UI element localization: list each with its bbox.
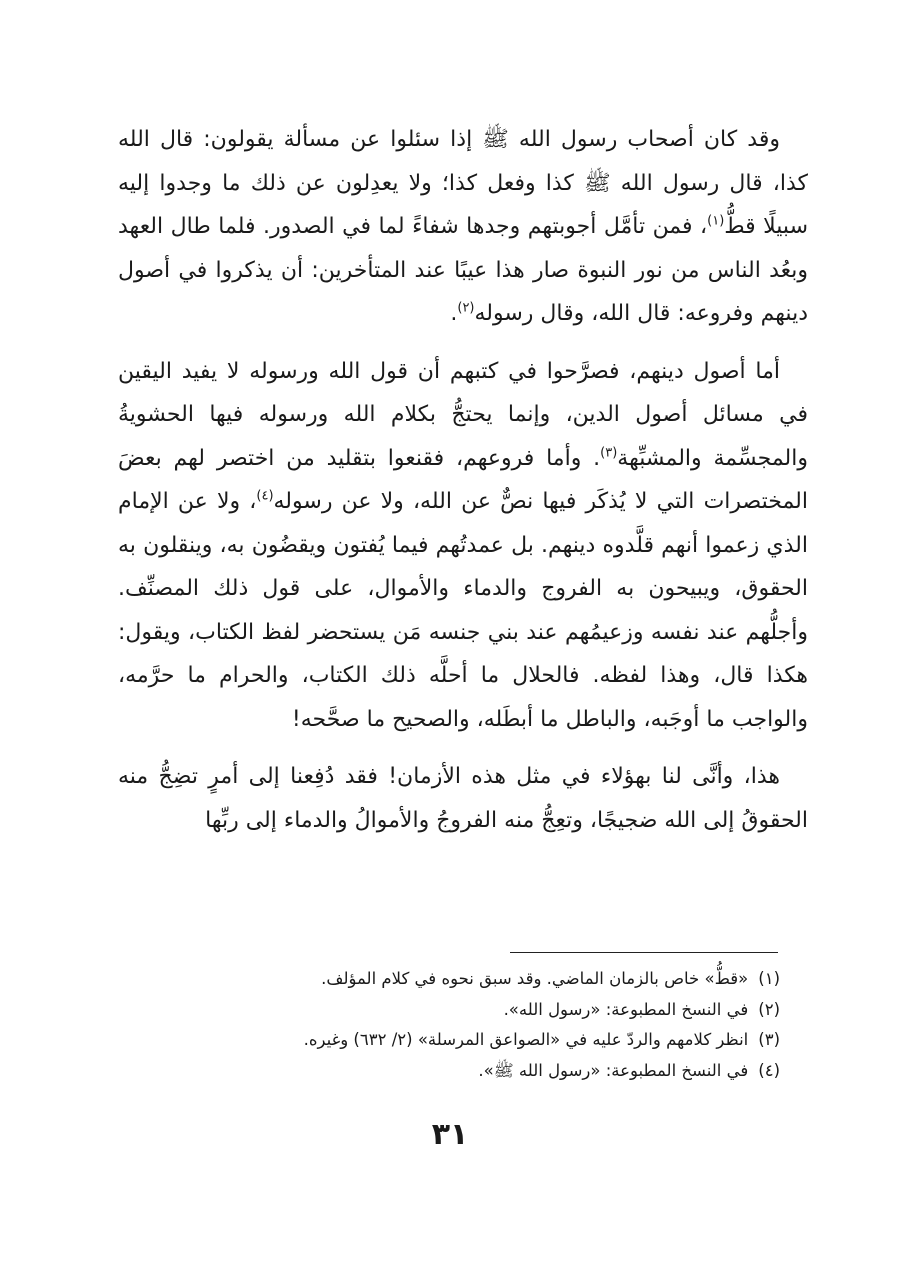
- footnote-3: [200, 1025, 780, 1056]
- footnote-divider: [510, 952, 778, 953]
- paragraph-1-part-1: وقد كان أصحاب رسول الله ﷺ إذا سئلوا عن مسألة يقولون: قال الله كذا، قال رسول الله ﷺ كذا وفعل كذا؛ ولا يعدِلون عن ذلك ما وجدوا إليه سبيلًا قطُّ: [118, 127, 808, 239]
- page-number: ٣١: [431, 1117, 469, 1152]
- paragraph-3: [118, 755, 808, 842]
- footnote-3-number: (٣): [758, 1030, 780, 1049]
- footnote-ref-2: (٢): [457, 300, 475, 316]
- footnote-2: [200, 995, 780, 1026]
- paragraph-3-text: هذا، وأنَّى لنا بهؤلاء في مثل هذه الأزمان! فقد دُفِعنا إلى أمرٍ تضِجُّ منه الحقوقُ إلى الله ضجيجًا، وتعِجُّ منه الفروجُ والأموالُ والدماء إلى ربِّها: [118, 764, 808, 833]
- footnote-ref-4: (٤): [256, 488, 274, 504]
- footnote-3-text: انظر كلامهم والردّ عليه في «الصواعق المرسلة» (٢/ ٦٣٢) وغيره.: [303, 1030, 749, 1049]
- footnote-2-number: (٢): [758, 999, 780, 1019]
- footnote-1: [200, 964, 780, 995]
- paragraph-2-part-1: أما أصول دينهم، فصرَّحوا في كتبهم أن قول الله ورسوله لا يفيد اليقين في مسائل أصول الدين، وإنما يحتجُّ بكلام الله ورسوله فيها الحشويةُ والمجسِّمة والمشبِّهة: [118, 358, 808, 471]
- paragraph-2-part-3: ، ولا عن الإمام الذي زعموا أنهم قلَّدوه دينهم. بل عمدتُهم فيما يُفتون ويقضُون به، وينقلون به الحقوق، ويبيحون به الفروج والدماء والأموال، على قول ذلك المصنِّف. وأجلُّهم عند نفسه وزعيمُهم عند بني جنسه مَن يستحضر لفظ الكتاب، ويقول: هكذا قال، وهذا لفظه. فالحلال ما أحلَّه ذلك الكتاب، والحرام ما حرَّمه، والواجب ما أوجَبه، والباطل ما أبطَله، والصحيح ما صحَّحه!: [118, 489, 808, 732]
- footnotes: [200, 964, 780, 1086]
- footnote-4-text: في النسخ المطبوعة: «رسول الله ﷺ».: [478, 1060, 749, 1080]
- main-text: [118, 118, 808, 842]
- paragraph-2: [118, 350, 808, 742]
- paragraph-1-part-2: ، فمن تأمَّل أجوبتهم وجدها شفاءً لما في الصدور. فلما طال العهد وبعُد الناس من نور النبوة صار هذا عيبًا عند المتأخرين: أن يذكروا في أصول دينهم وفروعه: قال الله، وقال رسوله: [118, 214, 808, 326]
- paragraph-1-part-3: .: [450, 301, 458, 326]
- footnote-ref-1: (١): [707, 213, 725, 229]
- footnote-4-number: (٤): [758, 1060, 780, 1080]
- footnote-2-text: في النسخ المطبوعة: «رسول الله».: [503, 999, 749, 1019]
- footnote-4: [200, 1056, 780, 1087]
- footnote-1-text: «قطُّ» خاص بالزمان الماضي. وقد سبق نحوه في كلام المؤلف.: [321, 969, 749, 988]
- paragraph-1: [118, 118, 808, 336]
- footnote-ref-3: (٣): [600, 445, 618, 461]
- paragraph-2-part-2: . وأما فروعهم، فقنعوا بتقليد من اختصر لهم بعضَ المختصرات التي لا يُذكَر فيها نصٌّ عن الله، ولا عن رسوله: [118, 445, 808, 514]
- footnote-1-number: (١): [758, 969, 780, 988]
